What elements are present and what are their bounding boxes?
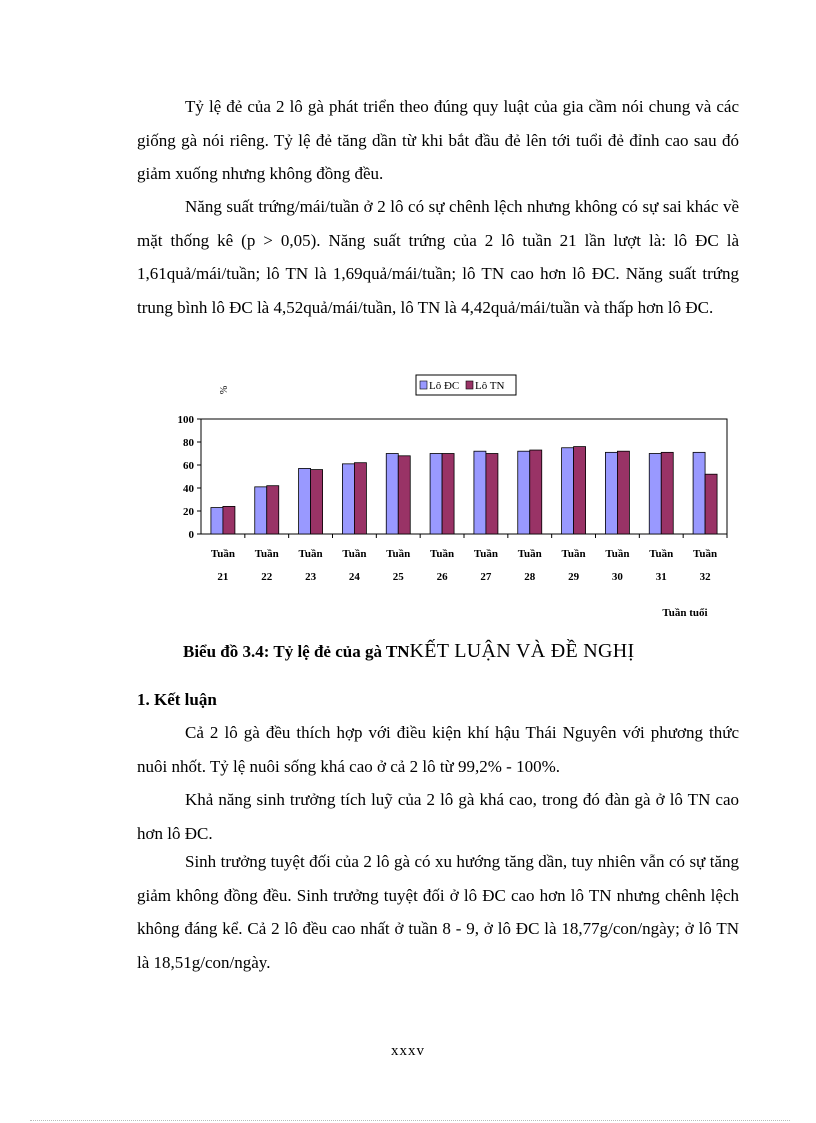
bar-dc-tuan-28 bbox=[518, 451, 530, 534]
laying-rate-bar-chart bbox=[165, 370, 745, 620]
x-tick-label: 21 bbox=[217, 571, 229, 583]
paragraph-text: Năng suất trứng/mái/tuần ở 2 lô có sự chênh lệch nhưng không có sự sai khác về mặt thống kê (p > 0,05). Năng suất trứng của 2 lô tuần 21 lần lượt là: lô ĐC là 1,61quả/mái/tuần; lô TN là 1,69quả/mái/tuần; lô TN cao hơn lô ĐC. Năng suất trứng trung bình lô ĐC là 4,52quả/mái/tuần, lô TN là 4,42quả/mái/tuần và thấp hơn lô ĐC. bbox=[137, 197, 739, 317]
x-tick-label: 27 bbox=[480, 571, 492, 583]
x-tick-label: 23 bbox=[305, 571, 317, 583]
paragraph-text: Cả 2 lô gà đều thích hợp với điều kiện khí hậu Thái Nguyên với phương thức nuôi nhốt. Tỷ lệ nuôi sống khá cao ở cả 2 lô từ 99,2% - 100%. bbox=[137, 723, 739, 776]
x-tick-label: 26 bbox=[436, 571, 448, 583]
x-tick-label: 32 bbox=[699, 571, 711, 583]
paragraph-text: Tỷ lệ đẻ của 2 lô gà phát triển theo đúng quy luật của gia cầm nói chung và các giống gà nói riêng. Tỷ lệ đẻ tăng dần từ khi bắt đầu đẻ lên tới tuổi đẻ đỉnh cao sau đó giảm xuống nhưng không đồng đều. bbox=[137, 97, 739, 183]
legend-swatch-tn bbox=[466, 381, 473, 389]
bar-dc-tuan-25 bbox=[386, 454, 398, 535]
x-tick-label: 31 bbox=[655, 571, 667, 583]
x-tick-label-prefix: Tuần bbox=[342, 548, 367, 560]
y-tick-label: 0 bbox=[188, 529, 194, 541]
bar-tn-tuan-30 bbox=[617, 451, 629, 534]
y-tick-label: 40 bbox=[183, 483, 194, 495]
x-tick-label-prefix: Tuần bbox=[473, 548, 498, 560]
caption-figure-label: Biểu đồ 3.4: Tỷ lệ đẻ của gà TN bbox=[183, 642, 410, 661]
x-tick-label-prefix: Tuần bbox=[210, 548, 235, 560]
x-tick-label-prefix: Tuần bbox=[693, 548, 718, 560]
page-bottom-divider bbox=[30, 1120, 790, 1121]
x-tick-label-prefix: Tuần bbox=[649, 548, 674, 560]
x-tick-label: 28 bbox=[524, 571, 536, 583]
bar-tn-tuan-21 bbox=[223, 506, 235, 534]
x-tick-label: 25 bbox=[392, 571, 404, 583]
page-number: xxxv bbox=[391, 1043, 425, 1059]
bar-dc-tuan-27 bbox=[474, 451, 486, 534]
plot-area-frame bbox=[201, 419, 727, 534]
bar-dc-tuan-21 bbox=[211, 508, 223, 534]
paragraph-conclusion-climate bbox=[137, 716, 739, 783]
y-tick-label: 80 bbox=[183, 437, 194, 449]
chart-legend bbox=[416, 375, 516, 395]
bar-tn-tuan-29 bbox=[574, 447, 586, 534]
x-tick-label-prefix: Tuần bbox=[605, 548, 630, 560]
paragraph-conclusion-growth bbox=[137, 783, 739, 850]
bar-tn-tuan-25 bbox=[398, 456, 410, 534]
figure-caption bbox=[183, 640, 635, 663]
bar-tn-tuan-24 bbox=[354, 463, 366, 534]
legend-label-dc: Lô ĐC bbox=[429, 380, 460, 392]
x-tick-label-prefix: Tuần bbox=[386, 548, 411, 560]
bar-dc-tuan-30 bbox=[605, 452, 617, 534]
caption-section-title: KẾT LUẬN VÀ ĐỀ NGHỊ bbox=[409, 640, 635, 662]
bar-dc-tuan-23 bbox=[299, 468, 311, 534]
paragraph-egg-productivity bbox=[137, 190, 739, 324]
x-tick-label-prefix: Tuần bbox=[517, 548, 542, 560]
bar-dc-tuan-31 bbox=[649, 454, 661, 535]
bar-tn-tuan-23 bbox=[311, 470, 323, 534]
y-tick-label: 20 bbox=[183, 506, 194, 518]
x-tick-label: 30 bbox=[611, 571, 623, 583]
bar-dc-tuan-26 bbox=[430, 454, 442, 535]
bar-dc-tuan-22 bbox=[255, 487, 267, 534]
bar-tn-tuan-22 bbox=[267, 486, 279, 534]
paragraph-text: Khả năng sinh trưởng tích luỹ của 2 lô gà khá cao, trong đó đàn gà ở lô TN cao hơn lô ĐC. bbox=[137, 790, 739, 843]
paragraph-conclusion-absolute-growth bbox=[137, 845, 739, 979]
legend-swatch-dc bbox=[420, 381, 427, 389]
x-axis-label: Tuần tuổi bbox=[662, 607, 708, 619]
x-tick-label: 29 bbox=[568, 571, 580, 583]
bar-dc-tuan-24 bbox=[342, 464, 354, 534]
paragraph-text: Sinh trưởng tuyệt đối của 2 lô gà có xu hướng tăng dần, tuy nhiên vẫn có sự tăng giảm không đồng đều. Sinh trưởng tuyệt đối ở lô ĐC cao hơn lô TN nhưng chênh lệch không đáng kể. Cả 2 lô đều cao nhất ở tuần 8 - 9, ở lô ĐC là 18,77g/con/ngày; ở lô TN là 18,51g/con/ngày. bbox=[137, 852, 739, 972]
bar-dc-tuan-29 bbox=[562, 448, 574, 534]
x-tick-label-prefix: Tuần bbox=[254, 548, 279, 560]
x-tick-label-prefix: Tuần bbox=[561, 548, 586, 560]
legend-label-tn: Lô TN bbox=[475, 380, 505, 392]
bar-tn-tuan-31 bbox=[661, 452, 673, 534]
section-heading: 1. Kết luận bbox=[137, 690, 217, 709]
bar-dc-tuan-32 bbox=[693, 452, 705, 534]
x-tick-label-prefix: Tuần bbox=[430, 548, 455, 560]
bar-tn-tuan-28 bbox=[530, 450, 542, 534]
y-axis-label: % bbox=[219, 385, 230, 395]
bar-tn-tuan-26 bbox=[442, 454, 454, 535]
y-tick-label: 100 bbox=[177, 414, 194, 426]
y-tick-label: 60 bbox=[183, 460, 194, 472]
paragraph-egg-laying-rate bbox=[137, 90, 739, 191]
x-tick-label: 24 bbox=[348, 571, 360, 583]
x-tick-label: 22 bbox=[261, 571, 273, 583]
bar-tn-tuan-32 bbox=[705, 474, 717, 534]
bar-tn-tuan-27 bbox=[486, 454, 498, 535]
x-tick-label-prefix: Tuần bbox=[298, 548, 323, 560]
